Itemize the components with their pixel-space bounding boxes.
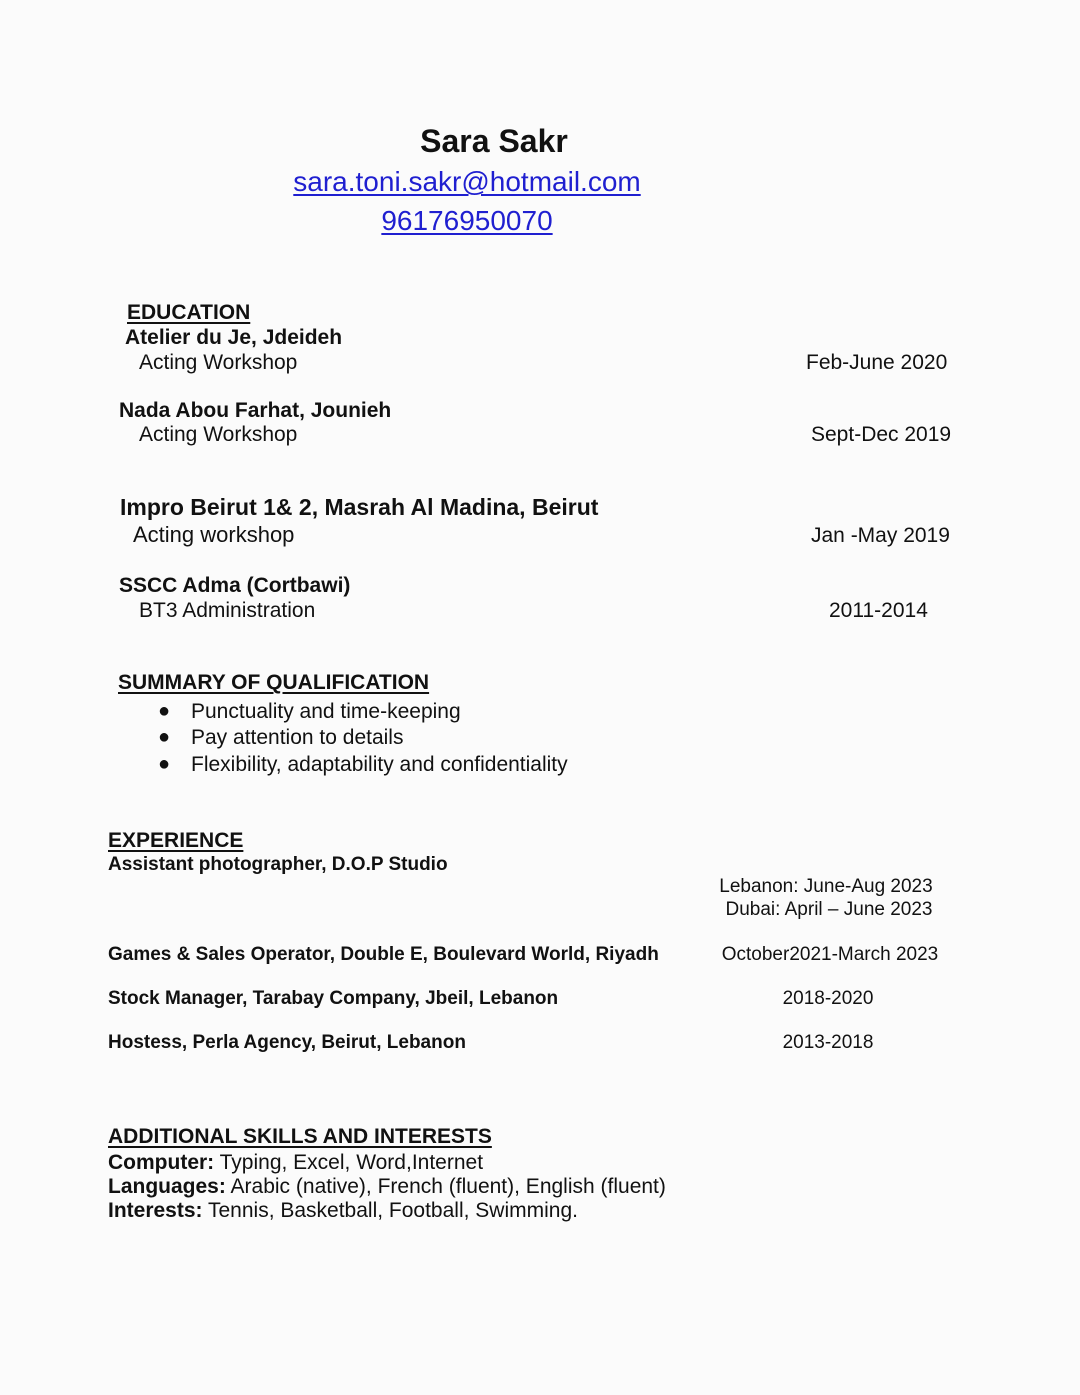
education-course: Acting Workshop bbox=[139, 423, 298, 446]
experience-date: October2021-March 2023 bbox=[721, 944, 939, 965]
skill-value: Arabic (native), French (fluent), English (fluent) bbox=[225, 1175, 666, 1198]
experience-title: Hostess, Perla Agency, Beirut, Lebanon bbox=[108, 1032, 466, 1053]
skill-value: Tennis, Basketball, Football, Swimming. bbox=[202, 1199, 578, 1222]
skill-interests bbox=[108, 1200, 578, 1221]
bullet-icon: ● bbox=[158, 700, 171, 722]
bullet-icon: ● bbox=[158, 726, 171, 748]
education-course: Acting Workshop bbox=[139, 351, 298, 374]
summary-bullet: Pay attention to details bbox=[191, 726, 404, 749]
experience-date: 2013-2018 bbox=[782, 1032, 874, 1053]
bullet-icon: ● bbox=[158, 753, 171, 775]
experience-title: Stock Manager, Tarabay Company, Jbeil, Lebanon bbox=[108, 988, 559, 1009]
summary-bullet: Flexibility, adaptability and confidentiality bbox=[191, 753, 568, 776]
education-institution: SSCC Adma (Cortbawi) bbox=[119, 574, 351, 597]
skill-label: Languages: bbox=[108, 1175, 226, 1198]
education-heading: EDUCATION bbox=[127, 301, 251, 324]
skill-computer bbox=[108, 1152, 483, 1173]
summary-bullet: Punctuality and time-keeping bbox=[191, 700, 461, 723]
experience-heading: EXPERIENCE bbox=[108, 829, 244, 852]
skills-heading: ADDITIONAL SKILLS AND INTERESTS bbox=[108, 1125, 492, 1148]
skill-label: Computer: bbox=[108, 1151, 215, 1174]
experience-title: Games & Sales Operator, Double E, Boulevard World, Riyadh bbox=[108, 944, 659, 965]
education-institution: Impro Beirut 1& 2, Masrah Al Madina, Beirut bbox=[120, 494, 599, 520]
resume-name: Sara Sakr bbox=[420, 123, 568, 159]
education-date: Feb-June 2020 bbox=[806, 351, 948, 374]
experience-title: Assistant photographer, D.O.P Studio bbox=[108, 854, 448, 875]
experience-date: Lebanon: June-Aug 2023 bbox=[719, 876, 933, 897]
education-institution: Atelier du Je, Jdeideh bbox=[125, 326, 343, 349]
education-institution: Nada Abou Farhat, Jounieh bbox=[119, 399, 392, 422]
education-date: Sept-Dec 2019 bbox=[811, 423, 952, 446]
experience-date: 2018-2020 bbox=[782, 988, 874, 1009]
education-date: Jan -May 2019 bbox=[811, 524, 950, 547]
email-link[interactable]: sara.toni.sakr@hotmail.com bbox=[293, 166, 641, 197]
education-course: BT3 Administration bbox=[139, 599, 316, 622]
skill-label: Interests: bbox=[108, 1199, 203, 1222]
education-course: Acting workshop bbox=[133, 522, 295, 547]
education-date: 2011-2014 bbox=[829, 599, 928, 622]
phone-link[interactable]: 96176950070 bbox=[381, 205, 553, 236]
summary-heading: SUMMARY OF QUALIFICATION bbox=[118, 671, 430, 694]
experience-date: Dubai: April – June 2023 bbox=[725, 899, 933, 920]
skill-value: Typing, Excel, Word,Internet bbox=[214, 1151, 484, 1174]
skill-languages bbox=[108, 1176, 666, 1197]
